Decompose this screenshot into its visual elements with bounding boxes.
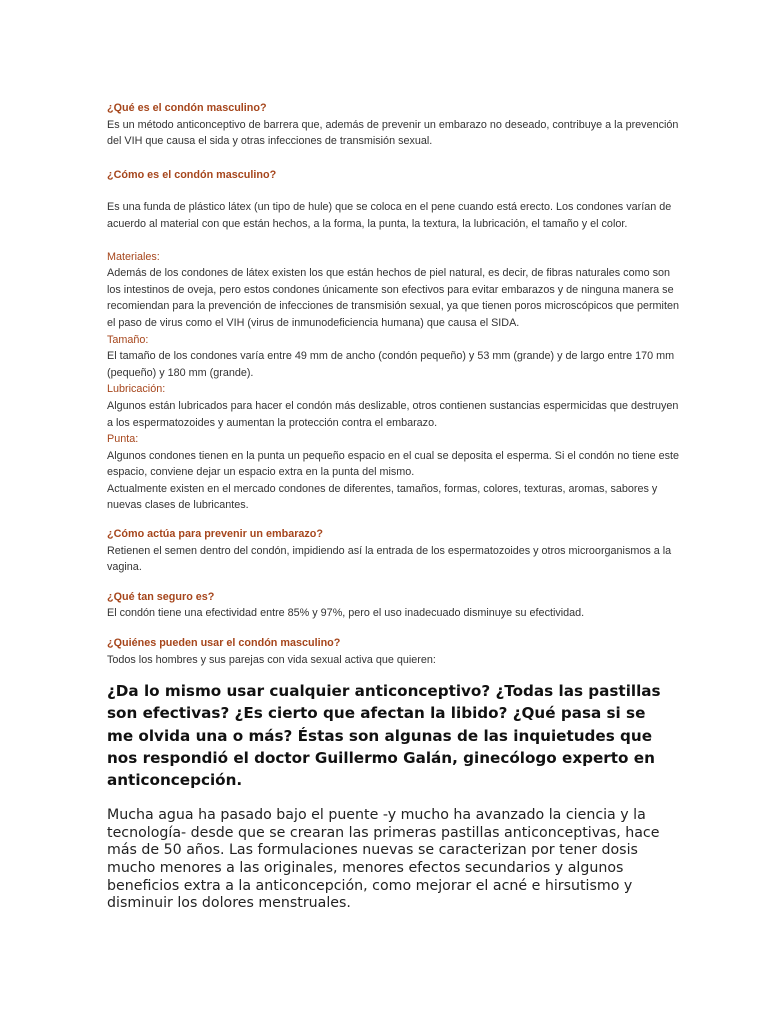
section-heading-como-es: ¿Cómo es el condón masculino?	[107, 168, 277, 181]
article-body: Mucha agua ha pasado bajo el puente -y mucho ha avanzado la ciencia y la tecnología- desde que se crearan las primeras pastillas anticonceptivas, hace más de 50 años. Las formulaciones nuevas se caracterizan por tener dosis mucho menores a las originales, menores efectos secundarios y algunos beneficios extra a la anticoncepción, como mejorar el acné e hirsutismo y disminuir los dolores menstruales.	[107, 807, 660, 912]
subheading-tamano: Tamaño:	[107, 333, 149, 346]
body-materiales: Además de los condones de látex existen los que están hechos de piel natural, es decir, de fibras naturales como son los intestinos de oveja, pero estos condones únicamente son efectivos para evitar embarazos y de ninguna manera se recomiendan para la prevención de infecciones de transmisión sexual, ya que tienen poros microscópicos que permiten el paso de virus como el VIH (virus de inmunodeficiencia humana) que causa el SIDA.	[107, 267, 679, 329]
section-body-como-es: Es una funda de plástico látex (un tipo de hule) que se coloca en el pene cuando está erecto. Los condones varían de acuerdo al material con que están hechos, a la forma, la punta, la textura, la lubricación, el tamaño y el color.	[107, 201, 672, 230]
section-heading-que-es: ¿Qué es el condón masculino?	[107, 102, 267, 114]
subheading-materiales: Materiales:	[107, 250, 160, 263]
document-page	[107, 100, 682, 913]
section-heading-como-actua: ¿Cómo actúa para prevenir un embarazo?	[107, 528, 323, 541]
body-lubricacion: Algunos están lubricados para hacer el condón más deslizable, otros contienen sustancias espermicidas que destruyen a los espermatozoides y aumentan la protección contra el embarazo.	[107, 399, 679, 429]
body-punta-extra: Actualmente existen en el mercado condones de diferentes, tamaños, formas, colores, texturas, aromas, sabores y nuevas clases de lubricantes.	[107, 482, 658, 512]
section-heading-quienes-pueden: ¿Quiénes pueden usar el condón masculino?	[107, 637, 341, 650]
section-body-que-tan-seguro: El condón tiene una efectividad entre 85% y 97%, pero el uso inadecuado disminuye su efectividad.	[107, 607, 585, 620]
section-body-que-es: Es un método anticonceptivo de barrera que, además de prevenir un embarazo no deseado, contribuye a la prevención del VIH que causa el sida y otras infecciones de transmisión sexual.	[107, 118, 679, 148]
article-heading: ¿Da lo mismo usar cualquier anticonceptivo? ¿Todas las pastillas son efectivas? ¿Es cierto que afectan la libido? ¿Qué pasa si se me olvida una o más? Éstas son algunas de las inquietudes que nos respondió el doctor Guillermo Galán, ginecólogo experto en anticoncepción.	[107, 682, 661, 790]
section-heading-que-tan-seguro: ¿Qué tan seguro es?	[107, 590, 215, 603]
body-tamano: El tamaño de los condones varía entre 49 mm de ancho (condón pequeño) y 53 mm (grande) y de largo entre 170 mm (pequeño) y 180 mm (grande).	[107, 350, 675, 379]
body-punta: Algunos condones tienen en la punta un pequeño espacio en el cual se deposita el esperma. Si el condón no tiene este espacio, conviene dejar un espacio extra en la punta del mismo.	[107, 449, 680, 479]
section-body-quienes-pueden: Todos los hombres y sus parejas con vida sexual activa que quieren:	[107, 653, 436, 666]
subheading-lubricacion: Lubricación:	[107, 383, 166, 396]
subheading-punta: Punta:	[107, 433, 139, 446]
section-body-como-actua: Retienen el semen dentro del condón, impidiendo así la entrada de los espermatozoides y otros microorganismos a la vagina.	[107, 544, 672, 574]
